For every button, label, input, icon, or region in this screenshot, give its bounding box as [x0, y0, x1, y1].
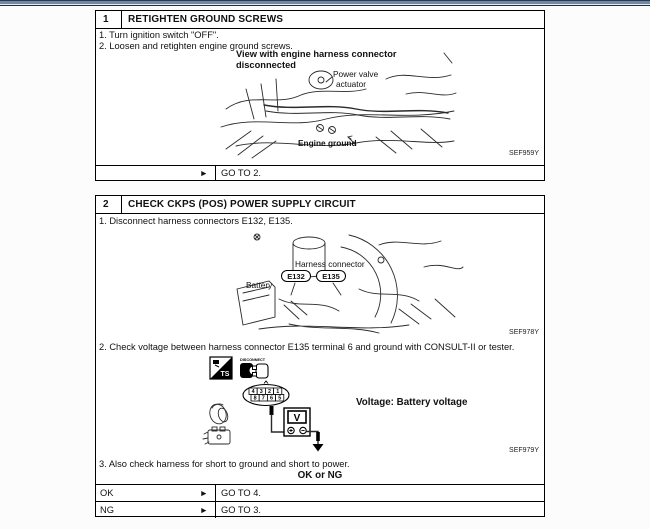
- goto-target: GO TO 4.: [215, 485, 544, 501]
- connector-badge-e132: E132: [281, 270, 311, 282]
- disconnect-icon: [240, 358, 268, 378]
- action-row: [96, 165, 544, 180]
- figure-voltage-check: [196, 354, 546, 454]
- procedure-1-title: RETIGHTEN GROUND SCREWS: [128, 14, 284, 25]
- harness-connector-label: Harness connector: [295, 259, 365, 269]
- pin-3: 3: [259, 389, 263, 396]
- figure-caption: disconnected: [236, 60, 296, 70]
- voltage-note: Voltage: Battery voltage: [356, 397, 468, 408]
- connector-pinout: [243, 381, 289, 406]
- pin-5: 5: [278, 395, 282, 402]
- figure-code: SEF959Y: [509, 150, 539, 157]
- test-probe: [270, 406, 274, 415]
- procedure-2-header: [96, 196, 544, 214]
- action-arrow-cell: [96, 166, 215, 180]
- result-label-cell: [96, 485, 215, 501]
- pin-8: 8: [253, 395, 257, 402]
- battery-label: Battery: [246, 280, 273, 290]
- goto-target: GO TO 2.: [215, 166, 544, 180]
- figure-harness-connectors: [229, 227, 464, 337]
- procedure-2-number: 2: [96, 196, 122, 213]
- window-top-edge: [0, 0, 650, 6]
- procedure-box-1: [95, 10, 545, 181]
- pin-4: 4: [251, 389, 255, 396]
- result-label-cell: [96, 502, 215, 518]
- ts-tester-icon: [210, 357, 232, 379]
- pin-2: 2: [268, 389, 271, 396]
- result-label: OK: [100, 488, 114, 498]
- test-probe: [316, 432, 320, 441]
- ground-symbol: [313, 441, 324, 452]
- instruction-line: 1. Turn ignition switch "OFF".: [99, 30, 219, 40]
- harness-connector-icon: [207, 402, 229, 426]
- component-connector-icon: [203, 427, 230, 444]
- instruction-line: 2. Check voltage between harness connector E135 terminal 6 and ground with CONSULT-II or tester.: [99, 342, 515, 352]
- connector-badge-e135: E135: [316, 270, 346, 282]
- action-arrow-icon: ►: [199, 504, 208, 515]
- procedure-box-2: [95, 195, 545, 517]
- goto-target: GO TO 3.: [215, 502, 544, 518]
- procedure-2-title: CHECK CKPS (POS) POWER SUPPLY CIRCUIT: [128, 199, 356, 210]
- power-valve-label: Power valve: [333, 69, 379, 79]
- pin-1: 1: [276, 389, 280, 396]
- figure-code: SEF979Y: [509, 447, 539, 454]
- engine-ground-label: Engine ground: [298, 138, 357, 148]
- figure-code: SEF978Y: [509, 329, 539, 336]
- action-arrow-icon: ►: [199, 167, 208, 178]
- pin-7: 7: [261, 395, 265, 402]
- result-label: NG: [100, 505, 114, 515]
- procedure-1-number: 1: [96, 11, 122, 28]
- figure-engine-ground: [206, 49, 461, 163]
- pin-6: 6: [270, 395, 273, 402]
- action-arrow-icon: ►: [199, 487, 208, 498]
- power-valve-label: actuator: [336, 79, 366, 89]
- result-row-ng: [96, 501, 544, 518]
- instruction-line: 3. Also check harness for short to ground and short to power.: [99, 459, 350, 469]
- voltmeter-label: V: [293, 413, 301, 424]
- disconnect-icon-label: DISCONNECT: [240, 358, 266, 362]
- instruction-line: 1. Disconnect harness connectors E132, E135.: [99, 216, 293, 226]
- figure-caption: View with engine harness connector: [236, 49, 397, 59]
- result-row-ok: [96, 484, 544, 501]
- instruction-line: 2. Loosen and retighten engine ground screws.: [99, 41, 293, 51]
- procedure-1-header: [96, 11, 544, 29]
- result-heading: OK or NG: [297, 470, 343, 481]
- ts-icon-label: TS: [220, 371, 230, 378]
